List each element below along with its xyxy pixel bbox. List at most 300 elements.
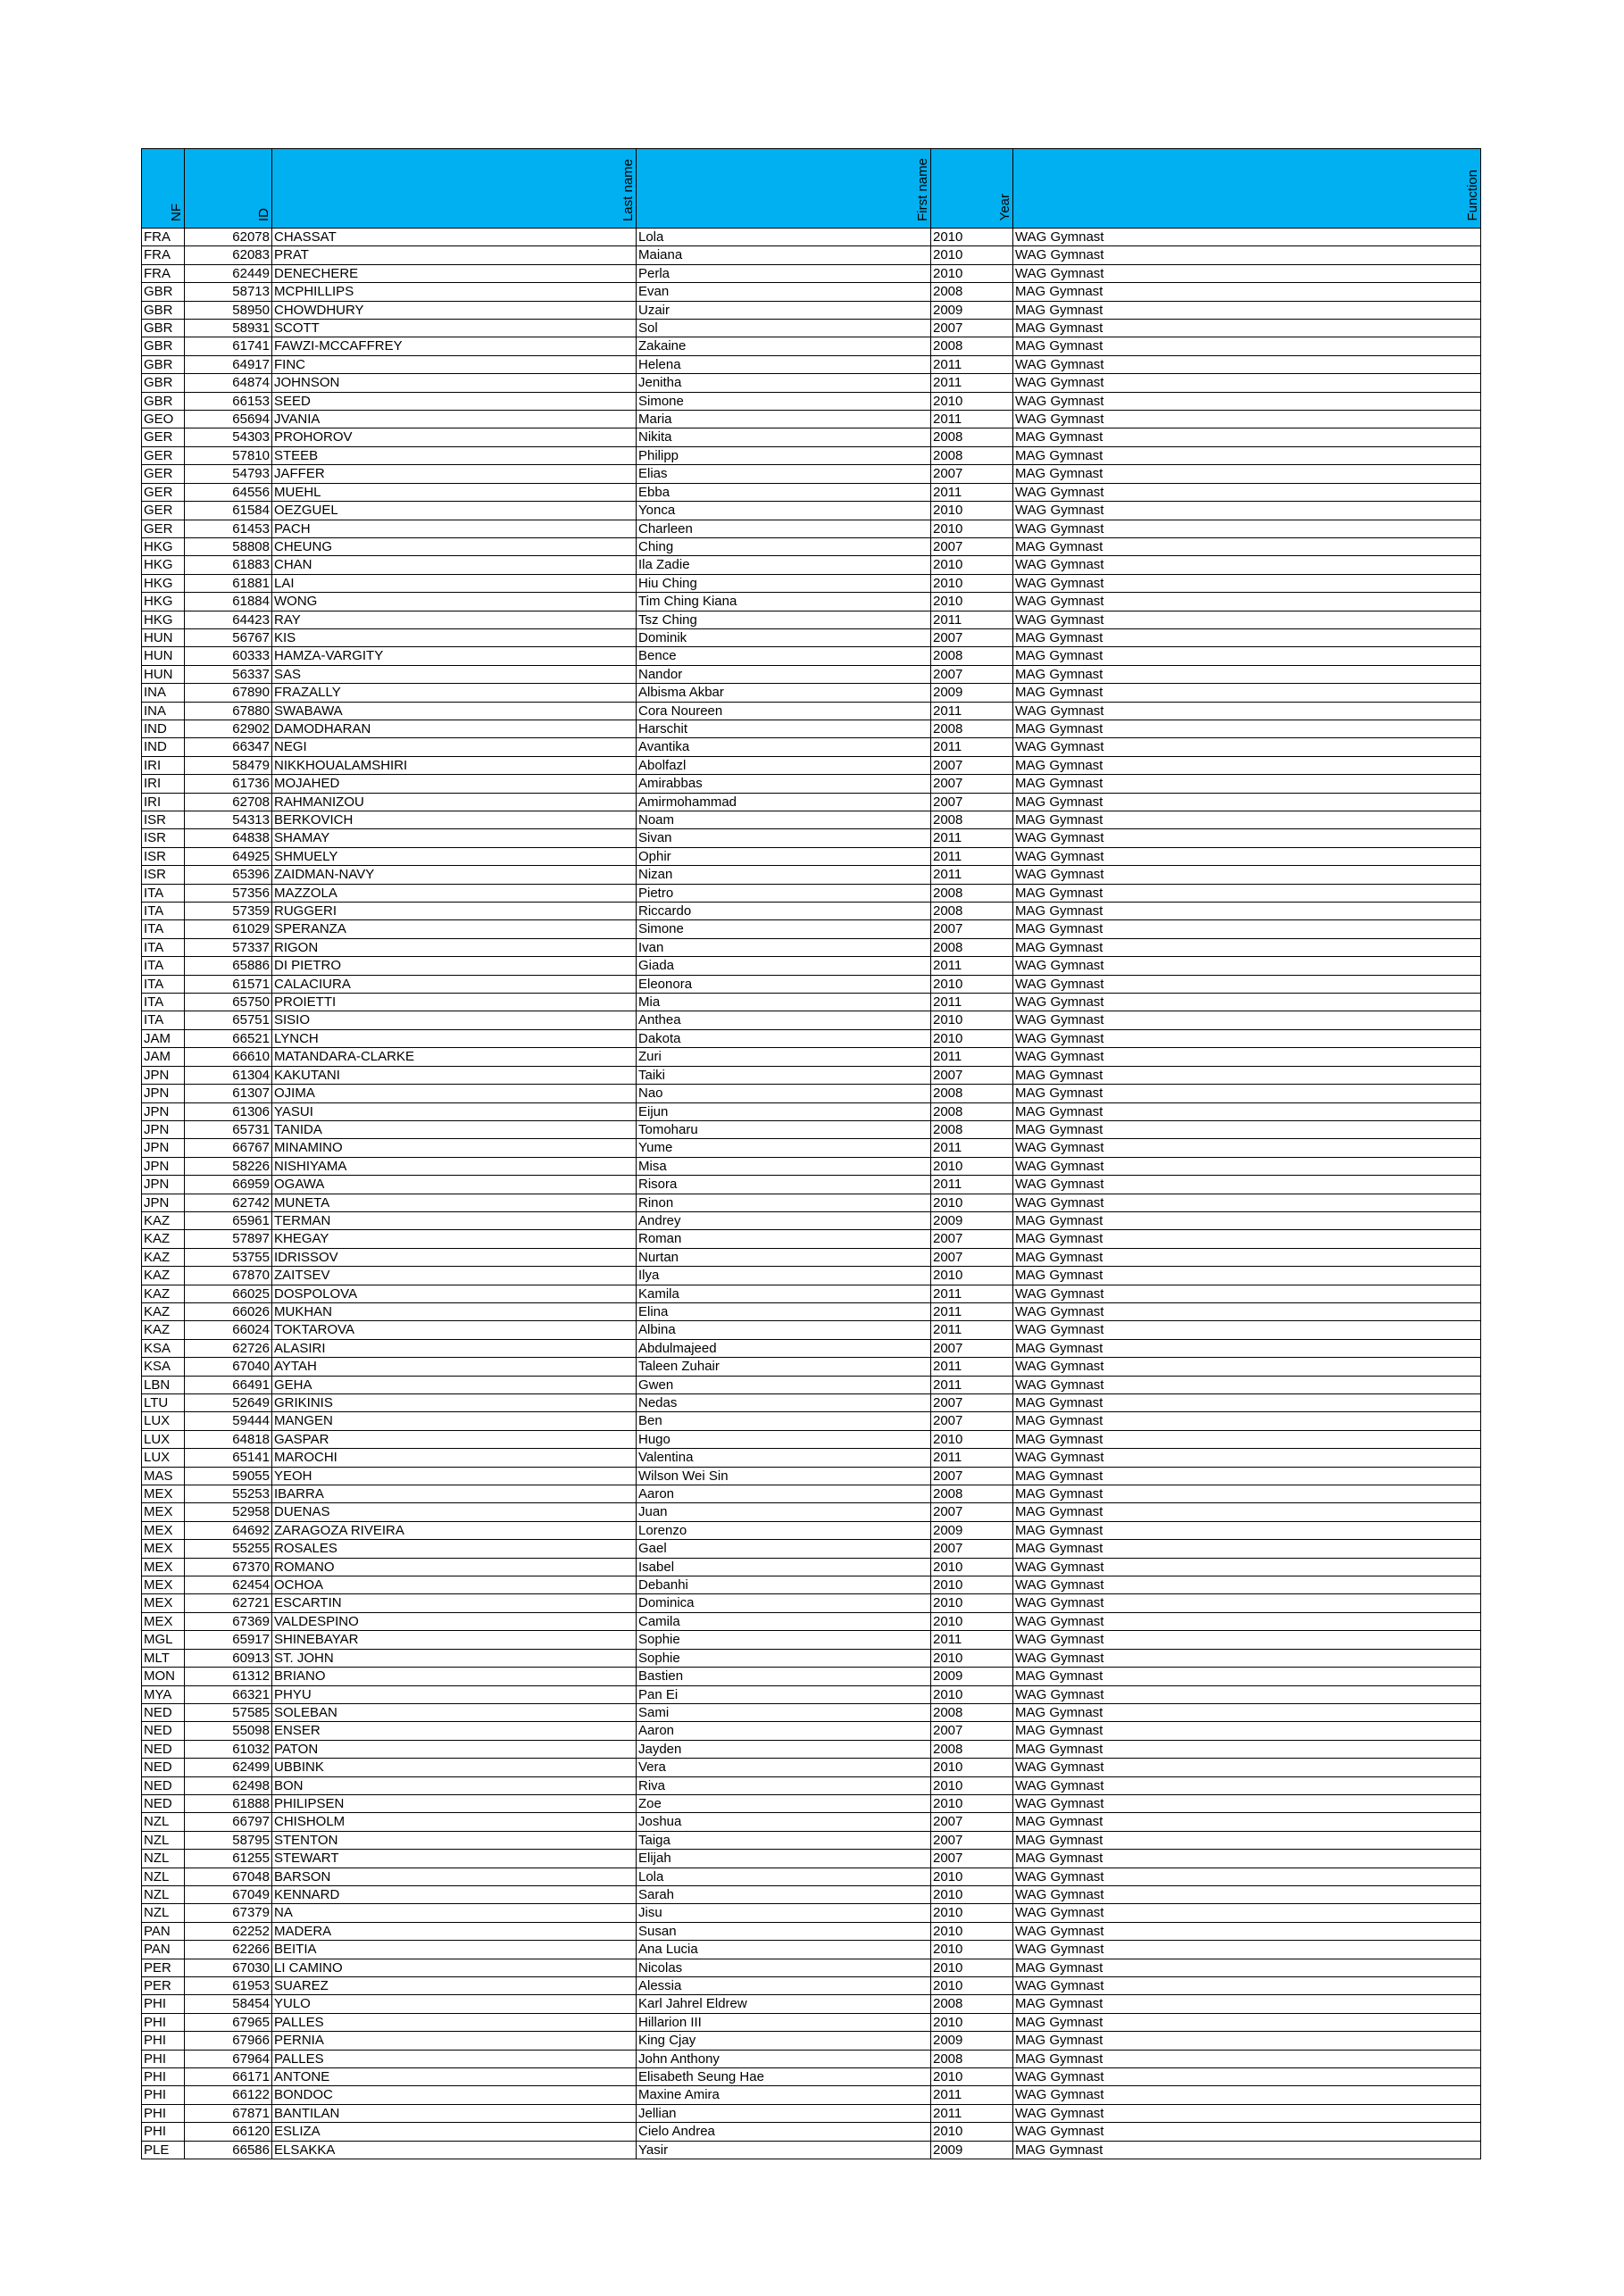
cell-last-name: PHILIPSEN bbox=[272, 1794, 637, 1812]
cell-nf: NZL bbox=[142, 1831, 185, 1849]
cell-nf: JAM bbox=[142, 1029, 185, 1047]
table-row bbox=[142, 903, 1481, 920]
table-row bbox=[142, 1485, 1481, 1503]
table-row bbox=[142, 320, 1481, 337]
cell-last-name: PALLES bbox=[272, 2050, 637, 2067]
cell-first-name: Nicolas bbox=[637, 1959, 931, 1976]
table-row bbox=[142, 1813, 1481, 1831]
cell-function: MAG Gymnast bbox=[1013, 793, 1481, 811]
cell-function: MAG Gymnast bbox=[1013, 938, 1481, 956]
cell-first-name: Tomoharu bbox=[637, 1120, 931, 1138]
cell-year: 2011 bbox=[931, 1631, 1013, 1649]
cell-nf: KSA bbox=[142, 1358, 185, 1376]
cell-first-name: Taleen Zuhair bbox=[637, 1358, 931, 1376]
cell-last-name: MADERA bbox=[272, 1922, 637, 1940]
cell-first-name: Camila bbox=[637, 1612, 931, 1630]
cell-first-name: Bence bbox=[637, 647, 931, 665]
cell-nf: PHI bbox=[142, 2086, 185, 2104]
cell-id: 66347 bbox=[185, 738, 272, 756]
cell-first-name: Isabel bbox=[637, 1558, 931, 1576]
cell-nf: LUX bbox=[142, 1449, 185, 1467]
table-row bbox=[142, 1194, 1481, 1211]
cell-last-name: ESCARTIN bbox=[272, 1594, 637, 1612]
cell-year: 2010 bbox=[931, 975, 1013, 993]
cell-function: WAG Gymnast bbox=[1013, 1685, 1481, 1703]
cell-nf: GER bbox=[142, 446, 185, 464]
cell-last-name: AYTAH bbox=[272, 1358, 637, 1376]
cell-year: 2010 bbox=[931, 1649, 1013, 1667]
cell-first-name: Yasir bbox=[637, 2141, 931, 2159]
cell-year: 2007 bbox=[931, 1540, 1013, 1558]
cell-id: 57356 bbox=[185, 884, 272, 902]
table-row bbox=[142, 1794, 1481, 1812]
cell-year: 2011 bbox=[931, 1285, 1013, 1302]
cell-year: 2010 bbox=[931, 1430, 1013, 1448]
cell-function: MAG Gymnast bbox=[1013, 1267, 1481, 1285]
cell-first-name: Evan bbox=[637, 283, 931, 301]
cell-last-name: KIS bbox=[272, 628, 637, 646]
cell-year: 2008 bbox=[931, 884, 1013, 902]
cell-nf: GBR bbox=[142, 320, 185, 337]
cell-first-name: Gwen bbox=[637, 1376, 931, 1393]
cell-nf: GER bbox=[142, 520, 185, 537]
cell-last-name: KHEGAY bbox=[272, 1230, 637, 1248]
cell-last-name: MINAMINO bbox=[272, 1139, 637, 1157]
cell-last-name: MATANDARA-CLARKE bbox=[272, 1048, 637, 1066]
table-row bbox=[142, 1321, 1481, 1339]
cell-last-name: RUGGERI bbox=[272, 903, 637, 920]
table-row bbox=[142, 702, 1481, 720]
cell-id: 61736 bbox=[185, 775, 272, 793]
cell-function: MAG Gymnast bbox=[1013, 537, 1481, 555]
table-row bbox=[142, 1412, 1481, 1430]
cell-year: 2010 bbox=[931, 1267, 1013, 1285]
cell-id: 67048 bbox=[185, 1868, 272, 1885]
cell-first-name: Anthea bbox=[637, 1011, 931, 1029]
cell-function: WAG Gymnast bbox=[1013, 246, 1481, 264]
cell-nf: HUN bbox=[142, 647, 185, 665]
cell-nf: GBR bbox=[142, 301, 185, 319]
cell-first-name: Sophie bbox=[637, 1631, 931, 1649]
table-row bbox=[142, 1339, 1481, 1357]
cell-first-name: Cielo Andrea bbox=[637, 2123, 931, 2141]
cell-first-name: Albina bbox=[637, 1321, 931, 1339]
cell-nf: ISR bbox=[142, 829, 185, 847]
cell-last-name: LAI bbox=[272, 574, 637, 592]
cell-id: 62902 bbox=[185, 720, 272, 737]
header-row bbox=[142, 149, 1481, 229]
cell-last-name: ALASIRI bbox=[272, 1339, 637, 1357]
table-row bbox=[142, 1048, 1481, 1066]
cell-first-name: Perla bbox=[637, 264, 931, 282]
cell-first-name: Nurtan bbox=[637, 1248, 931, 1266]
cell-year: 2011 bbox=[931, 611, 1013, 628]
cell-year: 2009 bbox=[931, 2032, 1013, 2050]
table-row bbox=[142, 1102, 1481, 1120]
table-row bbox=[142, 1285, 1481, 1302]
cell-function: WAG Gymnast bbox=[1013, 1449, 1481, 1467]
cell-last-name: OGAWA bbox=[272, 1176, 637, 1194]
cell-first-name: Lola bbox=[637, 1868, 931, 1885]
cell-last-name: CHAN bbox=[272, 556, 637, 574]
cell-function: MAG Gymnast bbox=[1013, 1485, 1481, 1503]
cell-function: MAG Gymnast bbox=[1013, 1339, 1481, 1357]
cell-year: 2011 bbox=[931, 2104, 1013, 2122]
cell-first-name: Charleen bbox=[637, 520, 931, 537]
cell-id: 61953 bbox=[185, 1977, 272, 1995]
cell-nf: GER bbox=[142, 483, 185, 501]
table-row bbox=[142, 283, 1481, 301]
cell-function: MAG Gymnast bbox=[1013, 903, 1481, 920]
cell-first-name: Sarah bbox=[637, 1885, 931, 1903]
cell-first-name: Tim Ching Kiana bbox=[637, 593, 931, 611]
cell-year: 2010 bbox=[931, 1011, 1013, 1029]
cell-id: 56767 bbox=[185, 628, 272, 646]
cell-last-name: RIGON bbox=[272, 938, 637, 956]
cell-last-name: GASPAR bbox=[272, 1430, 637, 1448]
cell-nf: GER bbox=[142, 428, 185, 446]
cell-function: WAG Gymnast bbox=[1013, 1941, 1481, 1959]
cell-nf: KAZ bbox=[142, 1302, 185, 1320]
table-row bbox=[142, 1885, 1481, 1903]
cell-nf: ITA bbox=[142, 903, 185, 920]
cell-last-name: NEGI bbox=[272, 738, 637, 756]
cell-last-name: BONDOC bbox=[272, 2086, 637, 2104]
table-row bbox=[142, 1211, 1481, 1229]
cell-nf: JPN bbox=[142, 1194, 185, 1211]
cell-function: MAG Gymnast bbox=[1013, 1668, 1481, 1685]
cell-id: 66521 bbox=[185, 1029, 272, 1047]
cell-nf: HUN bbox=[142, 665, 185, 683]
cell-id: 52649 bbox=[185, 1394, 272, 1412]
cell-id: 58808 bbox=[185, 537, 272, 555]
cell-id: 67379 bbox=[185, 1904, 272, 1922]
cell-function: WAG Gymnast bbox=[1013, 2123, 1481, 2141]
cell-id: 61884 bbox=[185, 593, 272, 611]
table-row bbox=[142, 866, 1481, 884]
cell-id: 62266 bbox=[185, 1941, 272, 1959]
cell-nf: GBR bbox=[142, 283, 185, 301]
cell-year: 2007 bbox=[931, 1230, 1013, 1248]
cell-id: 66586 bbox=[185, 2141, 272, 2159]
table-row bbox=[142, 647, 1481, 665]
cell-id: 66025 bbox=[185, 1285, 272, 1302]
cell-nf: KAZ bbox=[142, 1211, 185, 1229]
table-row bbox=[142, 1868, 1481, 1885]
table-row bbox=[142, 1649, 1481, 1667]
cell-nf: GBR bbox=[142, 337, 185, 355]
table-row bbox=[142, 2086, 1481, 2104]
cell-first-name: Tsz Ching bbox=[637, 611, 931, 628]
cell-nf: ISR bbox=[142, 811, 185, 829]
cell-function: WAG Gymnast bbox=[1013, 1885, 1481, 1903]
cell-last-name: GEHA bbox=[272, 1376, 637, 1393]
cell-function: MAG Gymnast bbox=[1013, 283, 1481, 301]
cell-first-name: Simone bbox=[637, 920, 931, 938]
table-row bbox=[142, 1759, 1481, 1776]
cell-id: 66120 bbox=[185, 2123, 272, 2141]
cell-year: 2007 bbox=[931, 756, 1013, 774]
cell-id: 62454 bbox=[185, 1576, 272, 1594]
table-row bbox=[142, 1376, 1481, 1393]
table-row bbox=[142, 720, 1481, 737]
cell-year: 2010 bbox=[931, 556, 1013, 574]
cell-id: 62499 bbox=[185, 1759, 272, 1776]
cell-nf: MEX bbox=[142, 1576, 185, 1594]
cell-nf: IND bbox=[142, 738, 185, 756]
cell-nf: KSA bbox=[142, 1339, 185, 1357]
cell-function: MAG Gymnast bbox=[1013, 1066, 1481, 1084]
header-nf: NF bbox=[142, 149, 185, 229]
cell-year: 2010 bbox=[931, 1922, 1013, 1940]
cell-function: WAG Gymnast bbox=[1013, 1794, 1481, 1812]
cell-id: 65751 bbox=[185, 1011, 272, 1029]
table-row bbox=[142, 1139, 1481, 1157]
cell-id: 57810 bbox=[185, 446, 272, 464]
cell-function: WAG Gymnast bbox=[1013, 1904, 1481, 1922]
table-row bbox=[142, 994, 1481, 1011]
cell-first-name: Joshua bbox=[637, 1813, 931, 1831]
cell-nf: HKG bbox=[142, 556, 185, 574]
cell-id: 66171 bbox=[185, 2068, 272, 2086]
cell-last-name: SUAREZ bbox=[272, 1977, 637, 1995]
table-row bbox=[142, 1722, 1481, 1740]
cell-nf: JAM bbox=[142, 1048, 185, 1066]
cell-function: MAG Gymnast bbox=[1013, 1085, 1481, 1102]
cell-last-name: FAWZI-MCCAFFREY bbox=[272, 337, 637, 355]
table-row bbox=[142, 1503, 1481, 1521]
cell-year: 2007 bbox=[931, 1412, 1013, 1430]
cell-last-name: ELSAKKA bbox=[272, 2141, 637, 2159]
cell-last-name: SOLEBAN bbox=[272, 1703, 637, 1721]
table-row bbox=[142, 446, 1481, 464]
table-row bbox=[142, 1850, 1481, 1868]
cell-last-name: NISHIYAMA bbox=[272, 1157, 637, 1175]
table-row bbox=[142, 593, 1481, 611]
cell-year: 2008 bbox=[931, 337, 1013, 355]
cell-year: 2009 bbox=[931, 1668, 1013, 1685]
cell-nf: GER bbox=[142, 502, 185, 520]
table-row bbox=[142, 1230, 1481, 1248]
cell-first-name: Maria bbox=[637, 411, 931, 428]
cell-nf: NED bbox=[142, 1740, 185, 1758]
cell-function: MAG Gymnast bbox=[1013, 1394, 1481, 1412]
cell-nf: MEX bbox=[142, 1503, 185, 1521]
cell-id: 67369 bbox=[185, 1612, 272, 1630]
cell-function: WAG Gymnast bbox=[1013, 556, 1481, 574]
cell-function: WAG Gymnast bbox=[1013, 392, 1481, 410]
cell-year: 2007 bbox=[931, 465, 1013, 483]
cell-nf: LBN bbox=[142, 1376, 185, 1393]
cell-id: 62449 bbox=[185, 264, 272, 282]
cell-id: 54793 bbox=[185, 465, 272, 483]
table-row bbox=[142, 1685, 1481, 1703]
cell-last-name: DAMODHARAN bbox=[272, 720, 637, 737]
cell-function: WAG Gymnast bbox=[1013, 738, 1481, 756]
cell-year: 2010 bbox=[931, 1576, 1013, 1594]
cell-function: MAG Gymnast bbox=[1013, 756, 1481, 774]
cell-year: 2010 bbox=[931, 246, 1013, 264]
cell-nf: PHI bbox=[142, 2013, 185, 2031]
cell-last-name: CHISHOLM bbox=[272, 1813, 637, 1831]
cell-last-name: KENNARD bbox=[272, 1885, 637, 1903]
cell-year: 2010 bbox=[931, 1194, 1013, 1211]
cell-nf: HKG bbox=[142, 574, 185, 592]
cell-id: 60333 bbox=[185, 647, 272, 665]
header-first-name: First name bbox=[637, 149, 931, 229]
cell-id: 61584 bbox=[185, 502, 272, 520]
cell-function: MAG Gymnast bbox=[1013, 684, 1481, 702]
cell-function: MAG Gymnast bbox=[1013, 1230, 1481, 1248]
table-row bbox=[142, 1029, 1481, 1047]
cell-function: WAG Gymnast bbox=[1013, 1302, 1481, 1320]
cell-last-name: ZARAGOZA RIVEIRA bbox=[272, 1521, 637, 1539]
cell-nf: NED bbox=[142, 1776, 185, 1794]
cell-first-name: Roman bbox=[637, 1230, 931, 1248]
cell-first-name: Jayden bbox=[637, 1740, 931, 1758]
cell-function: WAG Gymnast bbox=[1013, 229, 1481, 246]
cell-id: 64917 bbox=[185, 355, 272, 373]
cell-function: WAG Gymnast bbox=[1013, 1358, 1481, 1376]
cell-id: 60913 bbox=[185, 1649, 272, 1667]
cell-last-name: UBBINK bbox=[272, 1759, 637, 1776]
cell-year: 2007 bbox=[931, 1066, 1013, 1084]
cell-id: 67049 bbox=[185, 1885, 272, 1903]
table-row bbox=[142, 628, 1481, 646]
athlete-table bbox=[141, 148, 1481, 2159]
cell-first-name: Kamila bbox=[637, 1285, 931, 1302]
cell-function: WAG Gymnast bbox=[1013, 994, 1481, 1011]
cell-year: 2008 bbox=[931, 1740, 1013, 1758]
cell-id: 64556 bbox=[185, 483, 272, 501]
cell-function: MAG Gymnast bbox=[1013, 811, 1481, 829]
cell-nf: MEX bbox=[142, 1612, 185, 1630]
cell-last-name: SHMUELY bbox=[272, 847, 637, 865]
cell-function: WAG Gymnast bbox=[1013, 829, 1481, 847]
cell-id: 65961 bbox=[185, 1211, 272, 1229]
table-row bbox=[142, 1995, 1481, 2013]
table-row bbox=[142, 1612, 1481, 1630]
cell-id: 67965 bbox=[185, 2013, 272, 2031]
cell-nf: NZL bbox=[142, 1850, 185, 1868]
cell-id: 66153 bbox=[185, 392, 272, 410]
table-row bbox=[142, 1540, 1481, 1558]
cell-first-name: Vera bbox=[637, 1759, 931, 1776]
cell-last-name: TERMAN bbox=[272, 1211, 637, 1229]
cell-last-name: ZAIDMAN-NAVY bbox=[272, 866, 637, 884]
cell-nf: PHI bbox=[142, 1995, 185, 2013]
cell-function: WAG Gymnast bbox=[1013, 520, 1481, 537]
cell-last-name: LYNCH bbox=[272, 1029, 637, 1047]
cell-last-name: TOKTAROVA bbox=[272, 1321, 637, 1339]
cell-nf: HKG bbox=[142, 593, 185, 611]
cell-id: 55255 bbox=[185, 1540, 272, 1558]
cell-id: 67871 bbox=[185, 2104, 272, 2122]
cell-year: 2007 bbox=[931, 793, 1013, 811]
cell-function: MAG Gymnast bbox=[1013, 1740, 1481, 1758]
cell-year: 2010 bbox=[931, 1685, 1013, 1703]
cell-nf: MEX bbox=[142, 1594, 185, 1612]
cell-id: 66026 bbox=[185, 1302, 272, 1320]
cell-id: 58713 bbox=[185, 283, 272, 301]
cell-last-name: PROIETTI bbox=[272, 994, 637, 1011]
cell-id: 55253 bbox=[185, 1485, 272, 1503]
table-row bbox=[142, 1668, 1481, 1685]
cell-last-name: ENSER bbox=[272, 1722, 637, 1740]
cell-last-name: MAROCHI bbox=[272, 1449, 637, 1467]
cell-year: 2008 bbox=[931, 1102, 1013, 1120]
cell-last-name: DUENAS bbox=[272, 1503, 637, 1521]
cell-first-name: Simone bbox=[637, 392, 931, 410]
cell-year: 2011 bbox=[931, 1358, 1013, 1376]
cell-nf: NZL bbox=[142, 1904, 185, 1922]
cell-year: 2011 bbox=[931, 483, 1013, 501]
cell-function: WAG Gymnast bbox=[1013, 1649, 1481, 1667]
cell-nf: MGL bbox=[142, 1631, 185, 1649]
cell-last-name: YEOH bbox=[272, 1467, 637, 1485]
table-row bbox=[142, 1467, 1481, 1485]
cell-last-name: RAY bbox=[272, 611, 637, 628]
cell-function: MAG Gymnast bbox=[1013, 1248, 1481, 1266]
cell-year: 2007 bbox=[931, 537, 1013, 555]
cell-id: 66122 bbox=[185, 2086, 272, 2104]
cell-year: 2011 bbox=[931, 994, 1013, 1011]
cell-nf: HKG bbox=[142, 537, 185, 555]
cell-id: 65396 bbox=[185, 866, 272, 884]
table-row bbox=[142, 1576, 1481, 1594]
cell-nf: ITA bbox=[142, 920, 185, 938]
cell-function: WAG Gymnast bbox=[1013, 2086, 1481, 2104]
cell-id: 61883 bbox=[185, 556, 272, 574]
cell-first-name: Susan bbox=[637, 1922, 931, 1940]
cell-nf: MEX bbox=[142, 1540, 185, 1558]
cell-year: 2007 bbox=[931, 1467, 1013, 1485]
cell-id: 57337 bbox=[185, 938, 272, 956]
cell-function: WAG Gymnast bbox=[1013, 1759, 1481, 1776]
cell-last-name: SHINEBAYAR bbox=[272, 1631, 637, 1649]
table-row bbox=[142, 1066, 1481, 1084]
cell-last-name: MANGEN bbox=[272, 1412, 637, 1430]
cell-last-name: MOJAHED bbox=[272, 775, 637, 793]
cell-last-name: ZAITSEV bbox=[272, 1267, 637, 1285]
cell-id: 62726 bbox=[185, 1339, 272, 1357]
cell-function: MAG Gymnast bbox=[1013, 1521, 1481, 1539]
cell-first-name: Juan bbox=[637, 1503, 931, 1521]
table-row bbox=[142, 1904, 1481, 1922]
header-year: Year bbox=[931, 149, 1013, 229]
cell-last-name: SEED bbox=[272, 392, 637, 410]
cell-last-name: BRIANO bbox=[272, 1668, 637, 1685]
cell-nf: KAZ bbox=[142, 1230, 185, 1248]
cell-id: 61741 bbox=[185, 337, 272, 355]
cell-last-name: GRIKINIS bbox=[272, 1394, 637, 1412]
cell-year: 2010 bbox=[931, 574, 1013, 592]
cell-last-name: DI PIETRO bbox=[272, 957, 637, 975]
cell-year: 2010 bbox=[931, 1794, 1013, 1812]
cell-first-name: Jisu bbox=[637, 1904, 931, 1922]
cell-id: 61032 bbox=[185, 1740, 272, 1758]
cell-first-name: Dominik bbox=[637, 628, 931, 646]
cell-id: 58226 bbox=[185, 1157, 272, 1175]
cell-year: 2008 bbox=[931, 2050, 1013, 2067]
cell-last-name: PACH bbox=[272, 520, 637, 537]
cell-year: 2010 bbox=[931, 1612, 1013, 1630]
cell-first-name: Zoe bbox=[637, 1794, 931, 1812]
cell-id: 64818 bbox=[185, 1430, 272, 1448]
cell-nf: MON bbox=[142, 1668, 185, 1685]
cell-last-name: BARSON bbox=[272, 1868, 637, 1885]
cell-year: 2008 bbox=[931, 1995, 1013, 2013]
